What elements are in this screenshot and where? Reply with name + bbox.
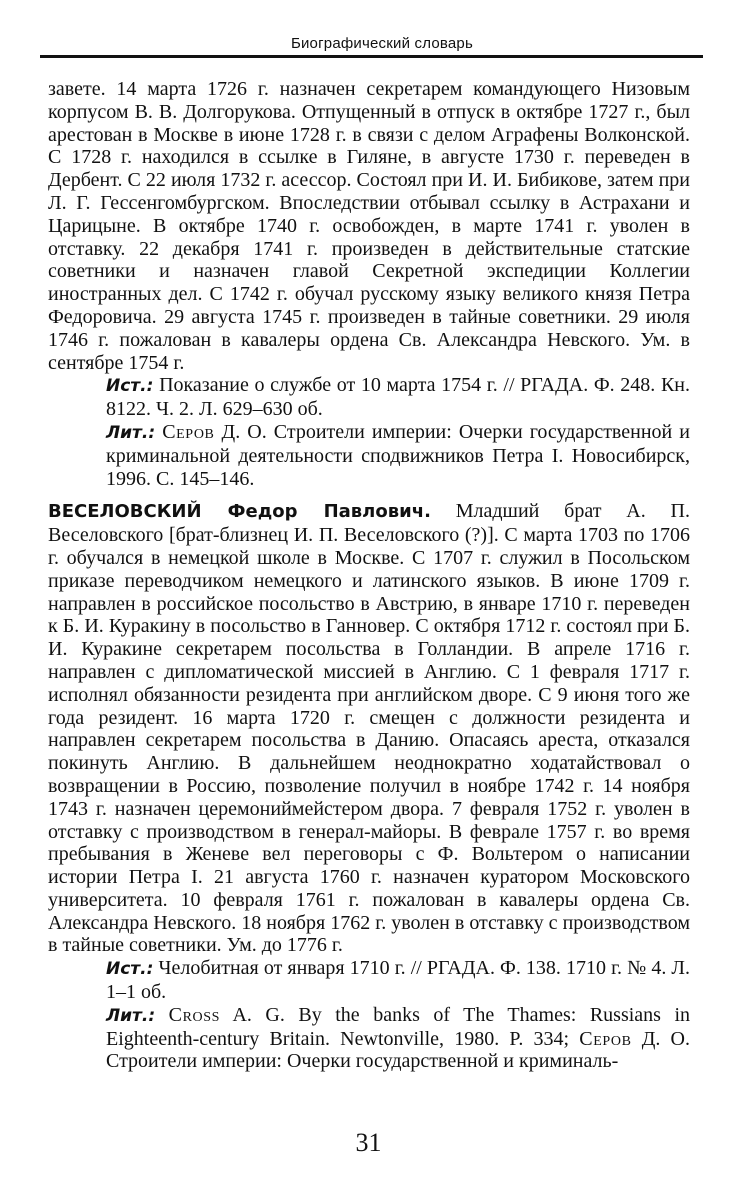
source-note — [48, 374, 690, 421]
header-rule — [40, 55, 703, 58]
entry-veselovsky — [48, 500, 690, 957]
entry-text — [48, 78, 690, 374]
literature-note — [48, 1004, 690, 1073]
literature-author: Серов — [162, 420, 215, 443]
literature-text: Д. О. Строители империи: Очерки государственной и криминальной деятельности сподвижников Петра I. Новосибирск, 1996. С. 145–146. — [106, 420, 691, 490]
literature-note — [48, 421, 690, 490]
literature-author: Серов — [579, 1027, 632, 1050]
page-body — [48, 78, 690, 1073]
entry-headword: ВЕСЕЛОВСКИЙ Федор Павлович. — [48, 501, 431, 523]
literature-text: Д. О. Строители империи: Очерки государственной и криминаль- — [106, 1027, 690, 1073]
literature-text: A. G. By the banks of The Thames: Russians in Eighteenth-century Britain. Newtonville, 1980. P. 334; — [106, 1003, 691, 1050]
entry-separator — [48, 490, 690, 500]
source-label: Ист.: — [106, 959, 154, 980]
literature-label: Лит.: — [106, 1005, 156, 1026]
source-label: Ист.: — [106, 376, 154, 397]
running-header-title: Биографический словарь — [290, 35, 473, 52]
literature-label: Лит.: — [106, 422, 156, 443]
source-text: Челобитная от января 1710 г. // РГАДА. Ф. 138. 1710 г. № 4. Л. 1–1 об. — [106, 957, 690, 1004]
source-note — [48, 957, 690, 1004]
entry-continuation: завете. 14 марта 1726 г. назначен секретарем командующего Низовым корпусом В. В. Долгорукова. Отпущенный в отпуск в октябре 1727 г., был арестован в Москве в июне 1728 г. в связи с делом Аграфены Волконской. С 1728 г. находился в ссылке в Гиляне, в августе 1730 г. переведен в Дербент. С 22 июля 1732 г. асессор. Состоял при И. И. Бибикове, затем при Л. Г. Гессенгомбургском. Впоследствии отбывал ссылку в Астрахани и Царицыне. В октябре 1740 г. освобожден, в марте 1741 г. уволен в отставку. 22 декабря 1741 г. произведен в действительные статские советники и назначен главой Секретной экспедиции Коллегии иностранных дел. С 1742 г. обучал русскому языку великого князя Петра Федоровича. 29 августа 1745 г. произведен в тайные советники. 29 июля 1746 г. пожалован в кавалеры ордена Св. Александра Невского. Ум. в сентябре 1754 г. — [48, 78, 690, 374]
entry-body: Младший брат А. П. Веселовского [брат-близнец И. П. Веселовского (?)]. С марта 1703 по 1706 г. обучался в немецкой школе в Москве. С 1707 г. служил в Посольском приказе переводчиком немецкого и латинского языков. В июне 1709 г. направлен в российское посольство в Австрию, в январе 1710 г. переведен к Б. И. Куракину в посольство в Ганновер. С октября 1712 г. состоял при Б. И. Куракине секретарем посольства в Голландии. В апреле 1716 г. направлен с дипломатической миссией в Англию. С 1 февраля 1717 г. исполнял обязанности резидента при английском дворе. С 9 июня того же года резидент. 16 марта 1720 г. смещен с должности резидента и направлен секретарем посольства в Данию. Опасаясь ареста, отказался покинуть Англию. В дальнейшем неоднократно ходатайствовал о возвращении в Россию, позволение получил в ноябре 1742 г. 14 ноября 1743 г. назначен церемониймейстером двора. 7 февраля 1752 г. уволен в отставку с производством в генерал-майоры. В феврале 1757 г. во время пребывания в Женеве вел переговоры с Ф. Вольтером о написании истории Петра I. 21 августа 1760 г. назначен куратором Московского университета. 10 февраля 1761 г. пожалован в кавалеры ордена Св. Александра Невского. 18 ноября 1762 г. уволен в отставку с производством в тайные советники. Ум. до 1776 г. — [48, 500, 690, 957]
literature-author: Cross — [168, 1003, 221, 1026]
source-text: Показание о службе от 10 марта 1754 г. // РГАДА. Ф. 248. Кн. 8122. Ч. 2. Л. 629–630 об. — [106, 374, 690, 421]
running-header — [40, 34, 703, 56]
page-number: 31 — [355, 1128, 382, 1157]
